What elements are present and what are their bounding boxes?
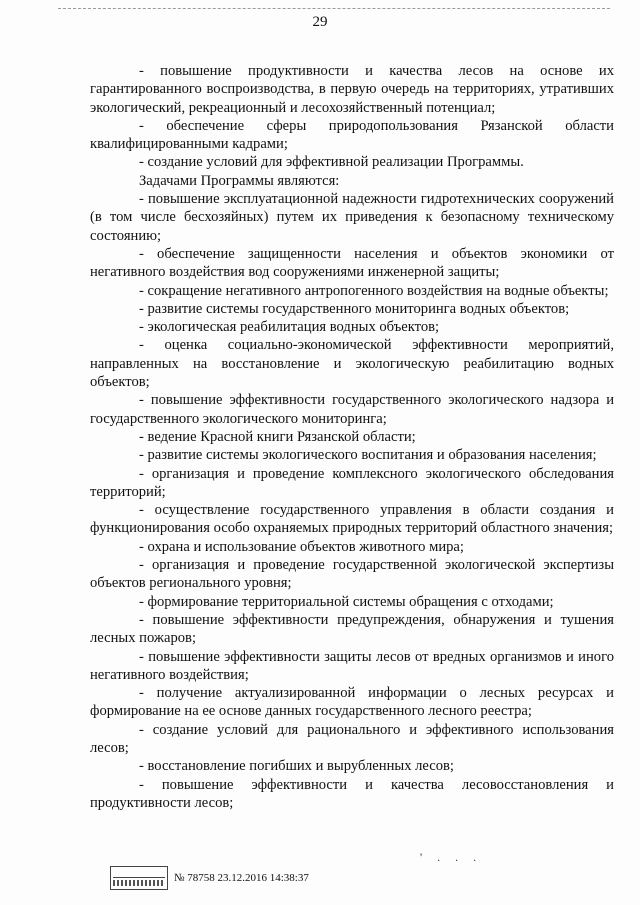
paragraph: - восстановление погибших и вырубленных лесов; — [139, 758, 454, 775]
paragraph: - создание условий для эффективной реализации Программы. — [139, 154, 524, 171]
paragraph: - получение актуализированной информации о лесных ресурсах и формирование на ее основе данных государственного лесного реестра; — [90, 685, 614, 720]
paragraph: Задачами Программы являются: — [139, 172, 340, 189]
paragraph: - охрана и использование объектов животного мира; — [139, 538, 464, 555]
paragraph: - повышение эффективности предупреждения, обнаружения и тушения лесных пожаров; — [90, 611, 614, 647]
top-divider — [58, 8, 610, 9]
paragraph: - повышение продуктивности и качества лесов на основе их гарантированного воспроизводства, в первую очередь на территориях, утративших экологический, рекреационный и лесохозяйственный потенциал; — [90, 63, 614, 116]
page-number: 29 — [312, 14, 328, 30]
paragraph: - экологическая реабилитация водных объектов; — [139, 319, 440, 336]
paragraph: - сокращение негативного антропогенного воздействия на водные объекты; — [139, 282, 609, 299]
scan-artifact: ' . . . — [420, 850, 483, 864]
paragraph: - обеспечение сферы природопользования Рязанской области квалифицированными кадрами; — [90, 117, 614, 153]
paragraph: - повышение эффективности защиты лесов от вредных организмов и иного негативного воздействия; — [90, 648, 614, 683]
document-body — [90, 62, 614, 812]
document-registry-logo-icon — [110, 866, 168, 890]
paragraph: - ведение Красной книги Рязанской области; — [139, 428, 416, 445]
paragraph: - оценка социально-экономической эффективности мероприятий, направленных на восстановление и экологическую реабилитацию водных объектов; — [90, 337, 614, 391]
paragraph: - осуществление государственного управления в области создания и функционирования особо охраняемых природных территорий областного значения; — [90, 502, 614, 537]
paragraph: - формирование территориальной системы обращения с отходами; — [139, 593, 554, 610]
paragraph: - организация и проведение комплексного экологического обследования территорий; — [90, 465, 614, 500]
paragraph: - повышение эксплуатационной надежности гидротехнических сооружений (в том числе бесхозяйных) путем их приведения к безопасному техническому состоянию; — [90, 191, 614, 244]
paragraph: - развитие системы государственного мониторинга водных объектов; — [139, 300, 570, 317]
paragraph: - повышение эффективности и качества лесовосстановления и продуктивности лесов; — [90, 776, 614, 811]
registration-number: № 78758 23.12.2016 14:38:37 — [174, 872, 309, 884]
paragraph: - обеспечение защищенности населения и объектов экономики от негативного воздействия вод сооружениями инженерной защиты; — [90, 245, 614, 281]
paragraph: - создание условий для рационального и эффективного использования лесов; — [90, 721, 614, 756]
paragraph: - организация и проведение государственной экологической экспертизы объектов регионального уровня; — [90, 557, 614, 592]
paragraph: - повышение эффективности государственного экологического надзора и государственного экологического мониторинга; — [90, 392, 614, 427]
paragraph: - развитие системы экологического воспитания и образования населения; — [139, 447, 597, 464]
registration-stamp — [110, 866, 309, 890]
